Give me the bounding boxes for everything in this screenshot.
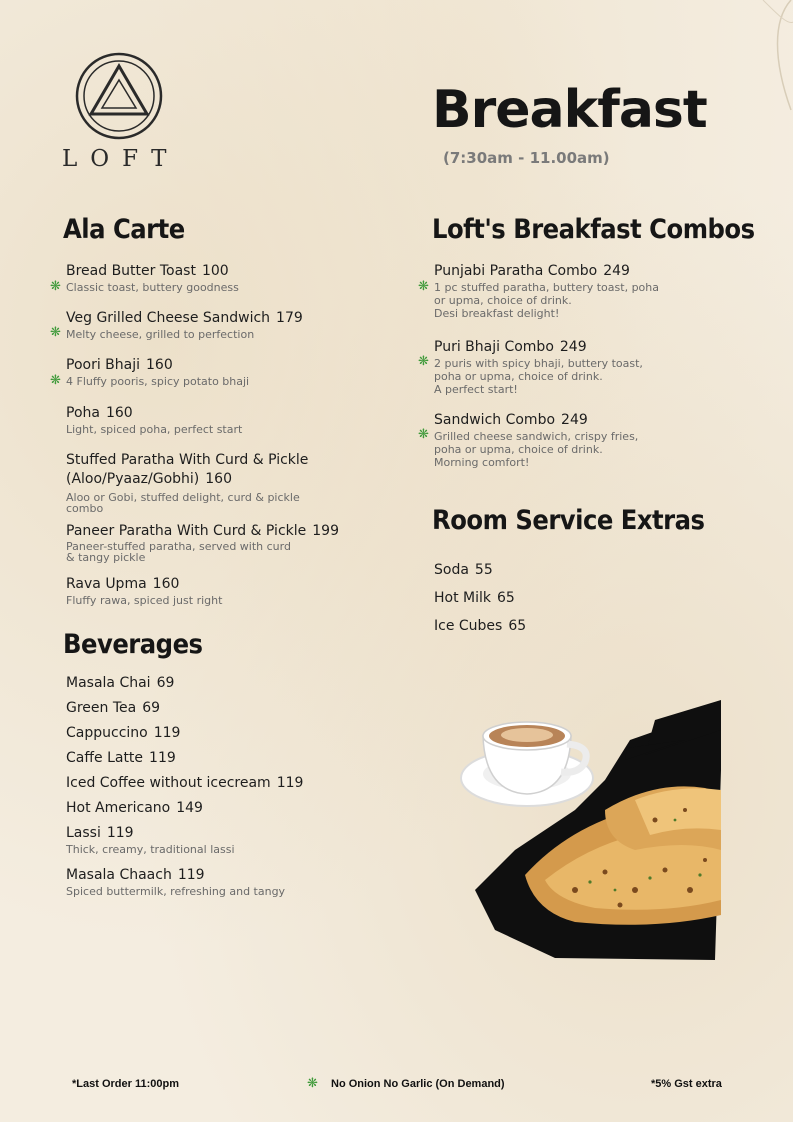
loft-logo-icon: [75, 52, 163, 140]
asterisk-flower-icon: ❋: [418, 354, 429, 369]
menu-item: Stuffed Paratha With Curd & Pickle (Aloo/Pyaaz/Gobhi) 160 Aloo or Gobi, stuffed delight, curd & pickle combo: [66, 452, 309, 515]
extra-item: Ice Cubes 65: [434, 618, 527, 634]
ala-carte-heading: Ala Carte: [63, 214, 185, 245]
asterisk-flower-icon: ❋: [50, 325, 61, 340]
menu-item: Rava Upma 160 Fluffy rawa, spiced just right: [66, 576, 223, 607]
beverage-item: Lassi 119 Thick, creamy, traditional lassi: [66, 825, 235, 856]
asterisk-flower-icon: ❋: [418, 427, 429, 442]
beverage-item: Masala Chai 69: [66, 675, 175, 691]
combo-item: Sandwich Combo 249 Grilled cheese sandwich, crispy fries, poha or upma, choice of drink. Morning comfort!: [434, 412, 639, 469]
combos-heading: Loft's Breakfast Combos: [432, 214, 755, 245]
asterisk-flower-icon: ❋: [50, 373, 61, 388]
last-order-note: *Last Order 11:00pm: [72, 1078, 179, 1090]
page-timing: (7:30am - 11.00am): [443, 149, 610, 167]
gst-note: *5% Gst extra: [651, 1078, 722, 1090]
combo-item: Puri Bhaji Combo 249 2 puris with spicy bhaji, buttery toast, poha or upma, choice of drink. A perfect start!: [434, 339, 643, 396]
coffee-and-paratha-illustration: [455, 700, 725, 970]
combo-item: Punjabi Paratha Combo 249 1 pc stuffed paratha, buttery toast, poha or upma, choice of drink. Desi breakfast delight!: [434, 263, 659, 320]
beverages-heading: Beverages: [63, 629, 203, 660]
extra-item: Soda 55: [434, 562, 493, 578]
beverage-item: Caffe Latte 119: [66, 750, 176, 766]
asterisk-flower-icon: ❋: [307, 1076, 318, 1091]
page-title: Breakfast: [432, 80, 707, 140]
brand-name: LOFT: [62, 146, 180, 172]
menu-item: Poha 160 Light, spiced poha, perfect start: [66, 405, 243, 436]
menu-item: Poori Bhaji 160 4 Fluffy pooris, spicy potato bhaji: [66, 357, 250, 388]
menu-item: Paneer Paratha With Curd & Pickle 199 Paneer-stuffed paratha, served with curd & tangy pickle: [66, 523, 339, 564]
menu-item: Veg Grilled Cheese Sandwich 179 Melty cheese, grilled to perfection: [66, 310, 303, 341]
extra-item: Hot Milk 65: [434, 590, 515, 606]
extras-heading: Room Service Extras: [432, 505, 705, 536]
beverage-item: Cappuccino 119: [66, 725, 181, 741]
beverage-item: Masala Chaach 119 Spiced buttermilk, refreshing and tangy: [66, 867, 286, 898]
beverage-item: Iced Coffee without icecream 119: [66, 775, 304, 791]
asterisk-flower-icon: ❋: [418, 279, 429, 294]
no-onion-note: No Onion No Garlic (On Demand): [331, 1078, 505, 1090]
asterisk-flower-icon: ❋: [50, 279, 61, 294]
beverage-item: Green Tea 69: [66, 700, 161, 716]
menu-item: Bread Butter Toast 100 Classic toast, buttery goodness: [66, 263, 239, 294]
beverage-item: Hot Americano 149: [66, 800, 203, 816]
corner-decoration-icon: [733, 0, 793, 120]
